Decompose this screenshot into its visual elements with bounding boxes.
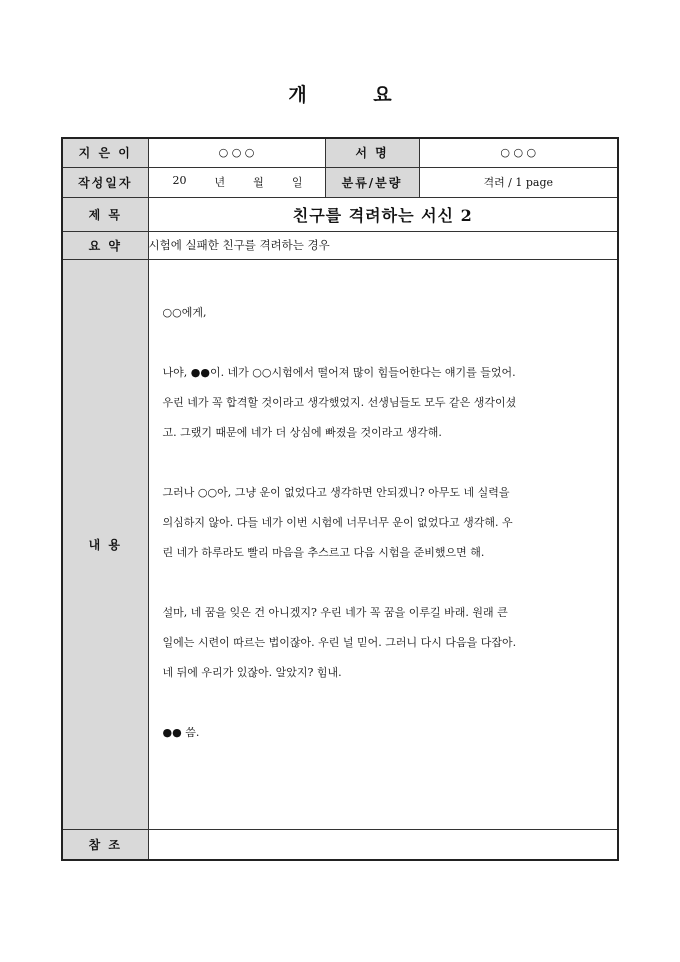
date-day-unit: 일 bbox=[291, 176, 303, 189]
date-value bbox=[148, 167, 325, 197]
date-year-unit: 년 bbox=[214, 176, 226, 189]
letter-line: 네 뒤에 우리가 있잖아. 알았지? 힘내. bbox=[162, 665, 342, 679]
letter-greeting: ○○에게, bbox=[162, 305, 207, 319]
category-value: 격려 / 1 page bbox=[419, 167, 618, 197]
summary-value: 시험에 실패한 친구를 격려하는 경우 bbox=[148, 231, 618, 259]
letter-line: 나야, ●●이. 네가 ○○시험에서 떨어져 많이 힘들어한다는 얘기를 들었어. bbox=[162, 365, 516, 379]
letter-line: 그러나 ○○아, 그냥 운이 없었다고 생각하면 안되겠니? 아무도 네 실력을 bbox=[162, 485, 510, 499]
subject-value: 친구를 격려하는 서신 2 bbox=[148, 197, 618, 231]
letter-line: 우린 네가 꼭 합격할 것이라고 생각했었지. 선생님들도 모두 같은 생각이셨 bbox=[162, 395, 517, 409]
reference-value bbox=[148, 829, 618, 860]
letter-line: 의심하지 않아. 다들 네가 이번 시험에 너무너무 운이 없었다고 생각해. 우 bbox=[162, 515, 513, 529]
summary-label: 요 약 bbox=[62, 231, 148, 259]
letter-line: 설마, 네 꿈을 잊은 건 아니겠지? 우린 네가 꼭 꿈을 이루길 바래. 원래 큰 bbox=[162, 605, 508, 619]
category-label: 분류/분량 bbox=[325, 167, 419, 197]
date-label: 작성일자 bbox=[62, 167, 148, 197]
subject-label: 제 목 bbox=[62, 197, 148, 231]
content-label: 내 용 bbox=[62, 259, 148, 829]
author-value: ○ ○ ○ bbox=[148, 138, 325, 167]
letter-closing: ●● 씀. bbox=[162, 725, 200, 739]
letter-line: 일에는 시련이 따르는 법이잖아. 우린 널 믿어. 그러니 다시 다음을 다잡아. bbox=[162, 635, 517, 649]
author-label: 지 은 이 bbox=[62, 138, 148, 167]
date-month-unit: 월 bbox=[253, 176, 264, 189]
reference-label: 참 조 bbox=[62, 829, 148, 860]
signature-value: ○ ○ ○ bbox=[419, 138, 618, 167]
overview-table bbox=[61, 137, 619, 861]
document-title: 개 요 bbox=[288, 84, 422, 106]
letter-line: 고. 그랬기 때문에 네가 더 상심에 빠졌을 것이라고 생각해. bbox=[162, 425, 442, 439]
content-body bbox=[148, 259, 618, 829]
signature-label: 서 명 bbox=[325, 138, 419, 167]
date-year: 20 bbox=[172, 174, 187, 187]
letter-line: 린 네가 하루라도 빨리 마음을 추스르고 다음 시험을 준비했으면 해. bbox=[162, 545, 485, 559]
